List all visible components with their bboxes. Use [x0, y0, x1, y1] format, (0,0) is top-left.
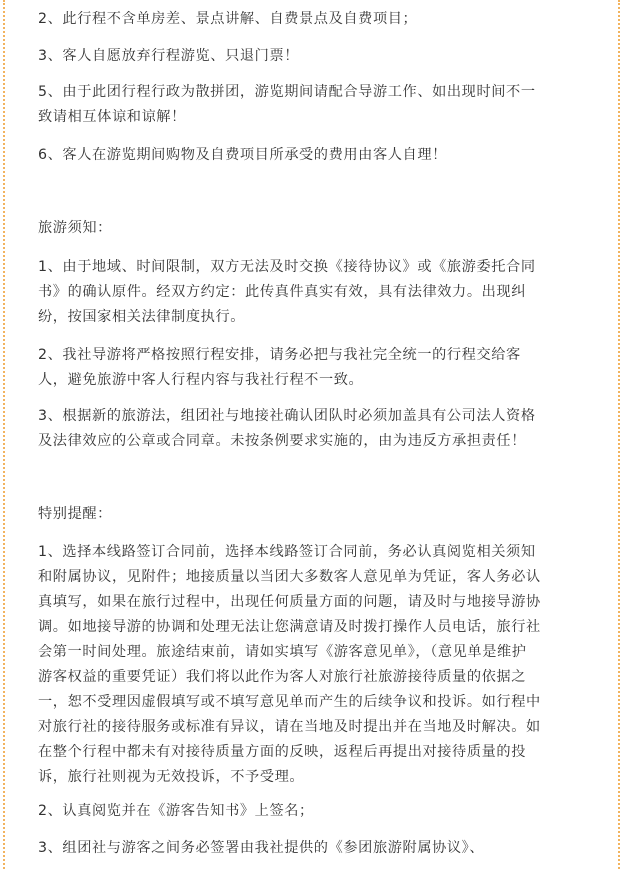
text-line: 在整个行程中都未有对接待质量方面的反映，返程后再提出对接待质量的投 — [38, 744, 526, 760]
paragraph-item-3 — [38, 44, 598, 69]
text-line: 书》的确认原件。经双方约定：此传真件真实有效，具有法律效力。出现纠 — [38, 284, 526, 300]
notice-item-2 — [38, 343, 598, 393]
section-heading: 旅游须知： — [38, 220, 112, 236]
text-line: 2、认真阅览并在《游客告知书》上签名； — [38, 803, 314, 819]
text-line: 诉，旅行社则视为无效投诉，不予受理。 — [38, 769, 305, 785]
text-line: 3、客人自愿放弃行程游览、只退门票！ — [38, 48, 300, 64]
text-line: 1、由于地域、时间限制，双方无法及时交换《接待协议》或《旅游委托合同 — [38, 259, 536, 275]
text-line: 致请相互体谅和谅解！ — [38, 109, 186, 125]
text-line: 2、此行程不含单房差、景点讲解、自费景点及自费项目； — [38, 11, 418, 27]
section-heading-reminder — [38, 502, 598, 527]
section-heading-notice — [38, 216, 598, 241]
text-line: 人，避免旅游中客人行程内容与我社行程不一致。 — [38, 372, 364, 388]
text-line: 会第一时间处理。旅途结束前，请如实填写《游客意见单》，（意见单是维护 — [38, 644, 527, 660]
text-line: 纷，按国家相关法律制度执行。 — [38, 309, 246, 325]
left-dotted-border — [3, 0, 5, 869]
text-line: 3、组团社与游客之间务必签署由我社提供的《参团旅游附属协议》、 — [38, 840, 485, 856]
text-line: 和附属协议，见附件；地接质量以当团大多数客人意见单为凭证，客人务必认 — [38, 569, 541, 585]
text-line: 调。如地接导游的协调和处理无法让您满意请及时拨打操作人员电话，旅行社 — [38, 619, 541, 635]
notice-item-1 — [38, 255, 598, 330]
reminder-item-1 — [38, 540, 598, 790]
text-line: 6、客人在游览期间购物及自费项目所承受的费用由客人自理！ — [38, 147, 447, 163]
text-line: 2、我社导游将严格按照行程安排，请务必把与我社完全统一的行程交给客 — [38, 347, 521, 363]
paragraph-item-6 — [38, 143, 598, 168]
paragraph-item-2 — [38, 7, 598, 32]
text-line: 5、由于此团行程行政为散拼团，游览期间请配合导游工作、如出现时间不一 — [38, 84, 536, 100]
text-line: 真填写，如果在旅行过程中，出现任何质量方面的问题，请及时与地接导游协 — [38, 594, 541, 610]
section-heading: 特别提醒： — [38, 506, 112, 522]
right-dotted-border — [618, 0, 620, 869]
text-line: 3、根据新的旅游法，组团社与地接社确认团队时必须加盖具有公司法人资格 — [38, 408, 536, 424]
reminder-item-3 — [38, 836, 598, 861]
reminder-item-2 — [38, 799, 598, 824]
text-line: 一，恕不受理因虚假填写或不填写意见单而产生的后续争议和投诉。如行程中 — [38, 694, 541, 710]
text-line: 1、选择本线路签订合同前，选择本线路签订合同前，务必认真阅览相关须知 — [38, 544, 536, 560]
paragraph-item-5 — [38, 80, 598, 130]
text-line: 及法律效应的公章或合同章。未按条例要求实施的，由为违反方承担责任！ — [38, 433, 526, 449]
text-line: 对旅行社的接待服务或标准有异议，请在当地及时提出并在当地及时解决。如 — [38, 719, 541, 735]
notice-item-3 — [38, 404, 598, 454]
text-line: 游客权益的重要凭证）我们将以此作为客人对旅行社旅游接待质量的依据之 — [38, 669, 526, 685]
